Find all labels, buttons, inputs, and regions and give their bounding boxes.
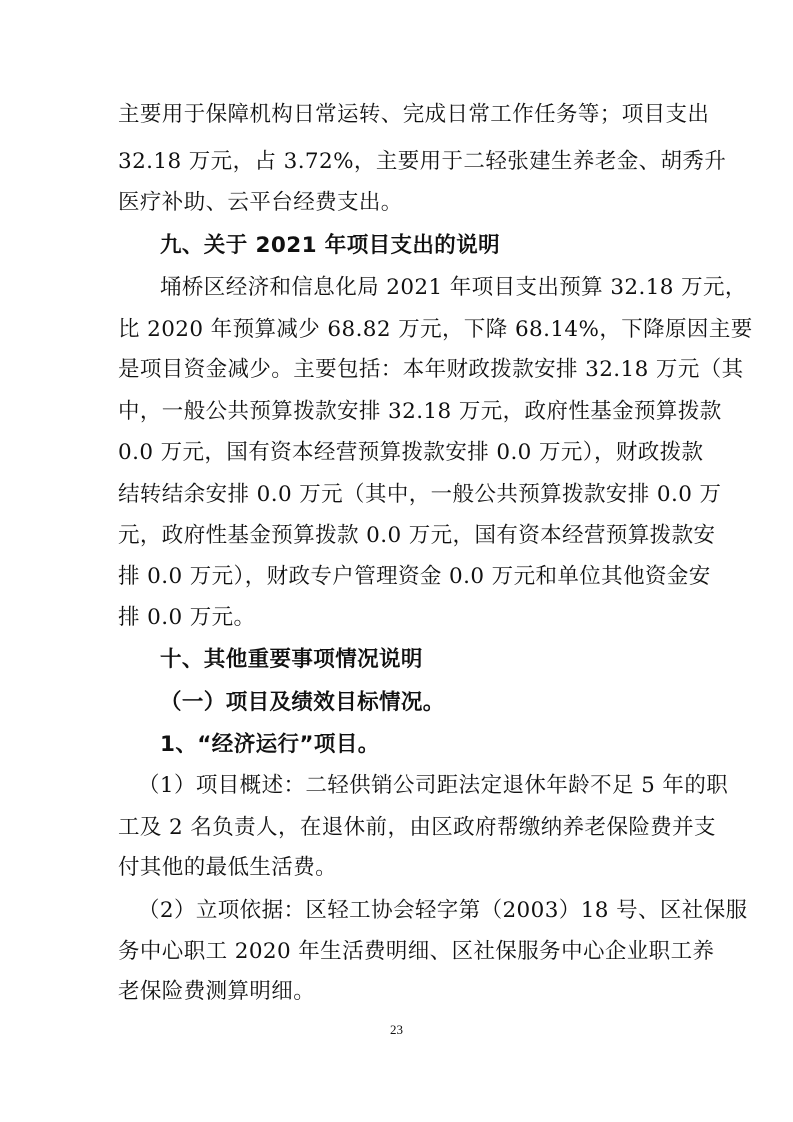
body-text-line: （1）项目概述：二轻供销公司距法定退休年龄不足 5 年的职 <box>138 773 729 798</box>
body-text-line: 结转结余安排 0.0 万元（其中，一般公共预算拨款安排 0.0 万 <box>118 482 722 507</box>
body-text-line: 0.0 万元，国有资本经营预算拨款安排 0.0 万元），财政拨款 <box>118 440 704 465</box>
body-text-line: 元，政府性基金预算拨款 0.0 万元，国有资本经营预算拨款安 <box>118 523 716 548</box>
body-text-line: 埇桥区经济和信息化局 2021 年项目支出预算 32.18 万元， <box>160 275 747 300</box>
body-text-line: 排 0.0 万元），财政专户管理资金 0.0 万元和单位其他资金安 <box>118 564 711 589</box>
body-text-line: 中，一般公共预算拨款安排 32.18 万元，政府性基金预算拨款 <box>118 399 722 424</box>
body-text-line: 是项目资金减少。主要包括：本年财政拨款安排 32.18 万元（其 <box>118 357 744 382</box>
page-number: 23 <box>390 1022 403 1037</box>
subsection-heading: （一）项目及绩效目标情况。 <box>160 690 445 715</box>
body-text-line: 主要用于保障机构日常运转、完成日常工作任务等；项目支出 <box>118 102 710 127</box>
body-text-line: （2）立项依据：区轻工协会轻字第（2003）18 号、区社保服 <box>138 898 748 923</box>
body-text-line: 排 0.0 万元。 <box>118 605 256 630</box>
section-heading-9: 九、关于 2021 年项目支出的说明 <box>160 233 501 258</box>
body-text-line: 比 2020 年预算减少 68.82 万元，下降 68.14%，下降原因主要 <box>118 317 753 342</box>
body-text-line: 32.18 万元，占 3.72%，主要用于二轻张建生养老金、胡秀升 <box>118 149 727 174</box>
section-heading-10: 十、其他重要事项情况说明 <box>160 647 423 672</box>
body-text-line: 医疗补助、云平台经费支出。 <box>118 190 403 215</box>
item-heading: 1、“经济运行”项目。 <box>160 732 380 757</box>
body-text-line: 老保险费测算明细。 <box>118 979 316 1004</box>
body-text-line: 工及 2 名负责人，在退休前，由区政府帮缴纳养老保险费并支 <box>118 815 716 840</box>
body-text-line: 务中心职工 2020 年生活费明细、区社保服务中心企业职工养 <box>118 939 715 964</box>
body-text-line: 付其他的最低生活费。 <box>118 855 338 880</box>
